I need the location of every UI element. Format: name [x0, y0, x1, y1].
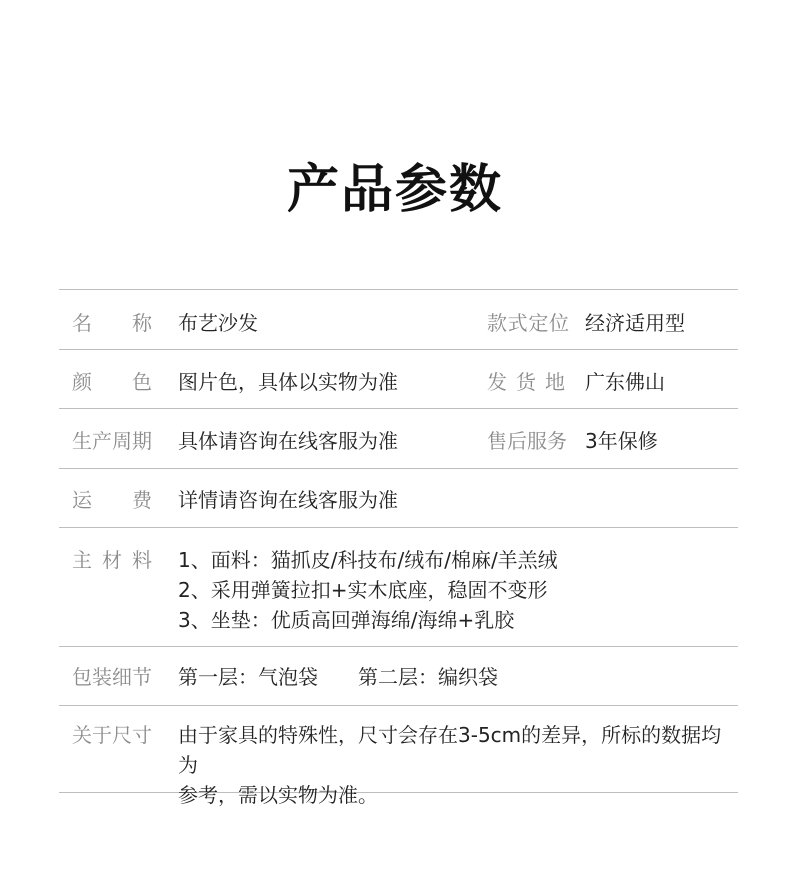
material-line: 1、面料：猫抓皮/科技布/绒布/棉麻/羊羔绒 [178, 548, 558, 572]
table-row-name [59, 290, 738, 350]
material-line: 3、坐垫：优质高回弹海绵/海绵+乳胶 [178, 608, 515, 632]
label-char: 定 [528, 311, 549, 335]
label-char: 款 [487, 311, 507, 335]
size-note-line: 参考，需以实物为准。 [178, 783, 378, 807]
label-ship-from [487, 367, 565, 397]
label-packaging: 包装细节 [72, 665, 152, 689]
label-production-cycle: 生产周期 [72, 429, 152, 453]
table-row-packaging [59, 647, 738, 706]
label-color [72, 367, 152, 397]
packaging-layer-1: 第一层：气泡袋 [178, 665, 318, 689]
label-char: 颜 [72, 370, 92, 394]
label-char: 主 [72, 548, 92, 572]
label-after-sales: 售后服务 [487, 429, 567, 453]
label-char: 料 [132, 548, 152, 572]
label-char: 地 [545, 370, 565, 394]
label-style [487, 308, 569, 338]
value-ship-from: 广东佛山 [585, 370, 665, 394]
label-char: 色 [132, 370, 152, 394]
table-row-size-note [59, 706, 738, 807]
size-note-line: 由于家具的特殊性，尺寸会存在3-5cm的差异，所标的数据均为 [178, 723, 722, 777]
material-line: 2、采用弹簧拉扣+实木底座，稳固不变形 [178, 578, 548, 602]
value-shipping-fee: 详情请咨询在线客服为准 [178, 488, 398, 512]
value-color: 图片色，具体以实物为准 [178, 370, 398, 394]
value-production-cycle: 具体请咨询在线客服为准 [178, 429, 398, 453]
label-char: 式 [507, 311, 528, 335]
label-size-note: 关于尺寸 [72, 723, 152, 747]
label-materials [72, 545, 152, 575]
label-char: 位 [548, 311, 569, 335]
label-char: 称 [132, 311, 152, 335]
packaging-layer-2: 第二层：编织袋 [358, 665, 498, 689]
value-packaging [178, 662, 498, 692]
value-materials [178, 545, 738, 635]
page-title: 产品参数 [286, 160, 503, 220]
params-table [59, 289, 738, 807]
value-name: 布艺沙发 [178, 311, 258, 335]
value-style: 经济适用型 [585, 311, 685, 335]
table-row-materials [59, 528, 738, 647]
value-size-note [178, 720, 738, 810]
value-after-sales: 3年保修 [585, 429, 658, 453]
table-row-production [59, 409, 738, 469]
label-char: 发 [487, 370, 507, 394]
table-row-shipping-fee [59, 469, 738, 528]
table-row-color [59, 350, 738, 409]
label-char: 运 [72, 488, 92, 512]
label-char: 材 [102, 548, 122, 572]
label-char: 货 [516, 370, 536, 394]
label-char: 名 [72, 311, 92, 335]
label-shipping-fee [72, 485, 152, 515]
label-char: 费 [132, 488, 152, 512]
label-name [72, 308, 152, 338]
